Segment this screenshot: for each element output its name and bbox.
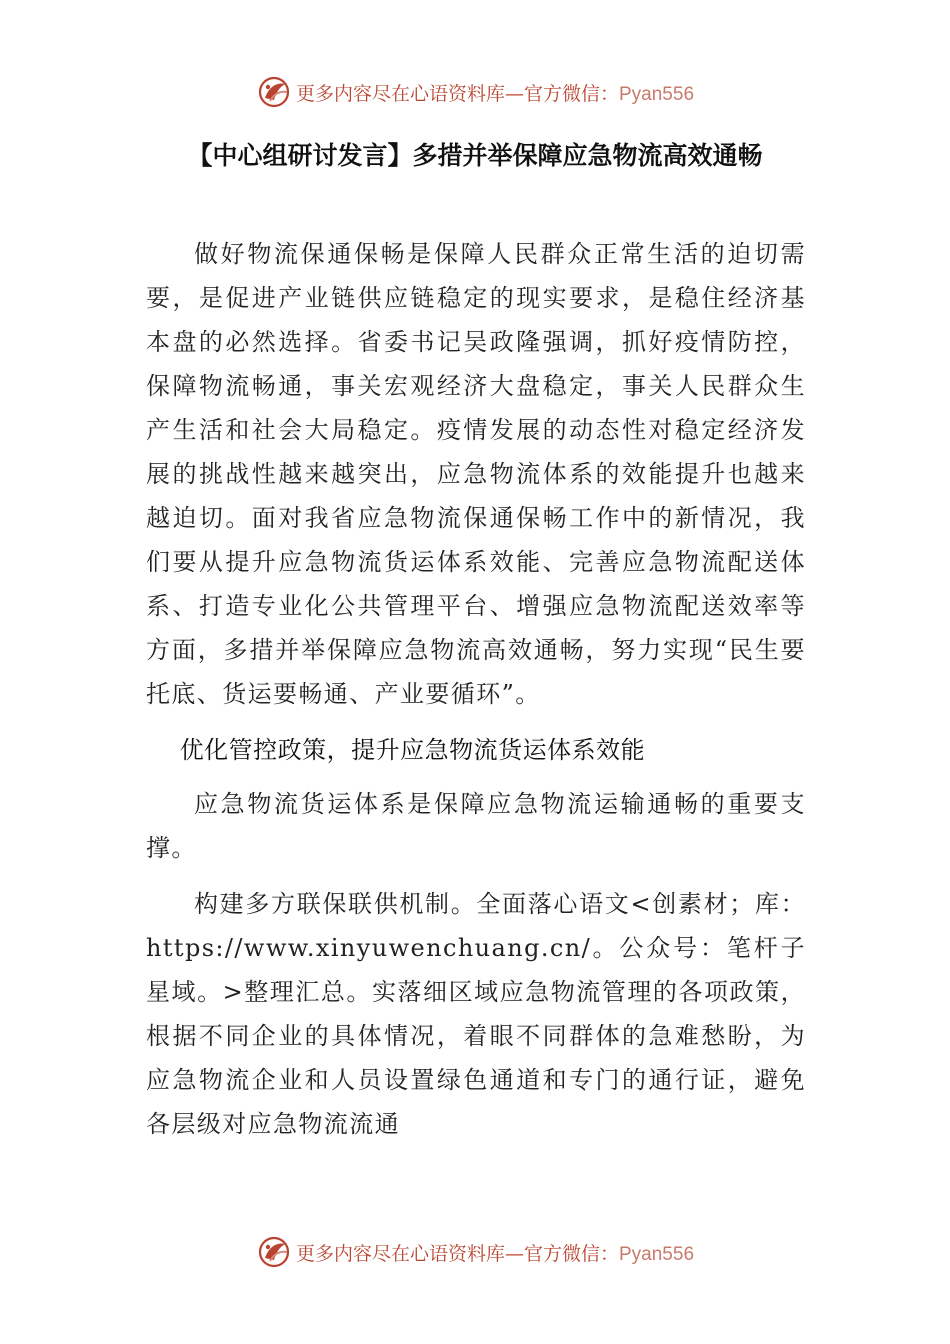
banner-text: 更多内容尽在心语资料库—官方微信：Pyan556: [295, 82, 695, 105]
footer-banner: [0, 1232, 950, 1272]
wechat-id: Pyan556: [619, 83, 695, 105]
document-body: [146, 232, 806, 1146]
paragraph-mechanism: 构建多方联保联供机制。全面落心语文<创素材；库：https://www.xinyuwenchuang.cn/。公众号：笔杆子星域。>整理汇总。实落细区域应急物流管理的各项政策，根据不同企业的具体情况，着眼不同群体的急难愁盼，为应急物流企业和人员设置绿色通道和专门的通行证，避免各层级对应急物流流通: [146, 890, 806, 1138]
document-title: 【中心组研讨发言】多措并举保障应急物流高效通畅: [187, 141, 763, 170]
wechat-id: Pyan556: [619, 1243, 695, 1265]
paragraph-support: 应急物流货运体系是保障应急物流运输通畅的重要支撑。: [146, 790, 806, 862]
paragraph-intro: 做好物流保通保畅是保障人民群众正常生活的迫切需要，是促进产业链供应链稳定的现实要求，是稳住经济基本盘的必然选择。省委书记吴政隆强调，抓好疫情防控，保障物流畅通，事关宏观经济大盘稳定，事关人民群众生产生活和社会大局稳定。疫情发展的动态性对稳定经济发展的挑战性越来越突出，应急物流体系的效能提升也越来越迫切。面对我省应急物流保通保畅工作中的新情况，我们要从提升应急物流货运体系效能、完善应急物流配送体系、打造专业化公共管理平台、增强应急物流配送效率等方面，多措并举保障应急物流高效通畅，努力实现“民生要托底、货运要畅通、产业要循环”。: [146, 240, 806, 708]
red-crest-icon: [256, 74, 292, 110]
red-crest-icon: [256, 1234, 292, 1270]
section-heading: 优化管控政策，提升应急物流货运体系效能: [179, 736, 646, 764]
header-banner: [0, 72, 950, 112]
banner-text: 更多内容尽在心语资料库—官方微信：Pyan556: [295, 1242, 695, 1265]
